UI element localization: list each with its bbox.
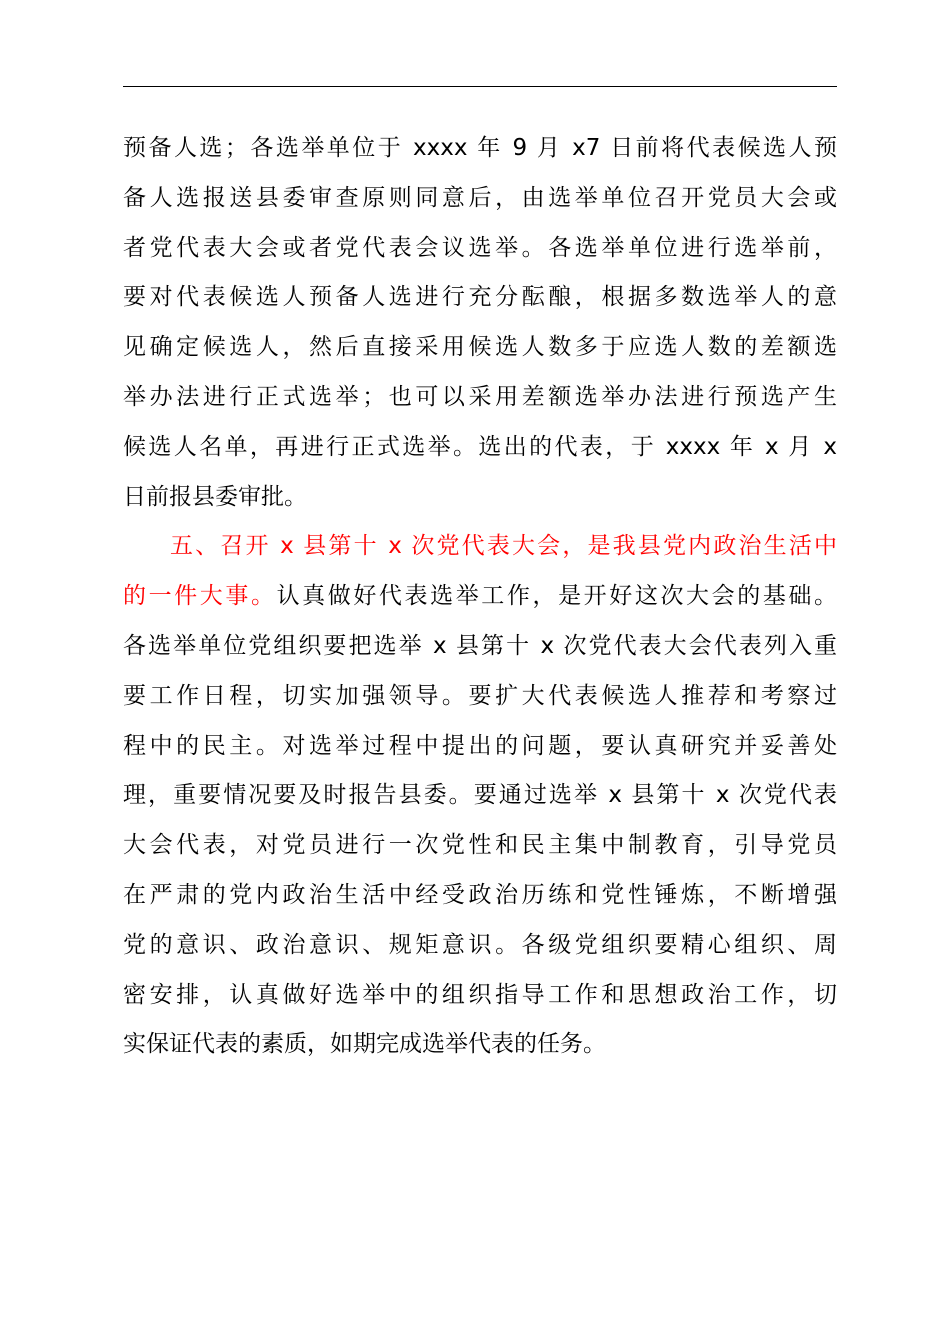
document-body xyxy=(123,124,837,1070)
text-line: 候选人名单，再进行正式选举。选出的代表，于 xxxx 年 x 月 x xyxy=(123,433,837,460)
text-line: 密安排，认真做好选举中的组织指导工作和思想政治工作，切 xyxy=(123,981,837,1008)
text-line: 举办法进行正式选举；也可以采用差额选举办法进行预选产生 xyxy=(123,383,837,410)
section-heading-continued: 的一件大事。 xyxy=(123,583,277,610)
section-heading: 五、召开 x 县第十 x 次党代表大会，是我县党内政治生活中 xyxy=(170,533,837,560)
text-line: 实保证代表的素质，如期完成选举代表的任务。 xyxy=(123,1031,606,1058)
text-line: 程中的民主。对选举过程中提出的问题，要认真研究并妥善处 xyxy=(123,732,837,759)
text-line: 备人选报送县委审查原则同意后，由选举单位召开党员大会或 xyxy=(123,184,837,211)
text-line: 在严肃的党内政治生活中经受政治历练和党性锤炼，不断增强 xyxy=(123,881,837,908)
text-line: 见确定候选人，然后直接采用候选人数多于应选人数的差额选 xyxy=(123,334,837,361)
text-line: 党的意识、政治意识、规矩意识。各级党组织要精心组织、周 xyxy=(123,931,837,958)
text-line: 日前报县委审批。 xyxy=(123,483,307,510)
text-line: 大会代表，对党员进行一次党性和民主集中制教育，引导党员 xyxy=(123,832,837,859)
text-line: 者党代表大会或者党代表会议选举。各选举单位进行选举前， xyxy=(123,234,837,261)
header-rule xyxy=(123,86,837,87)
paragraph-2 xyxy=(123,522,837,1070)
text-segment: 认真做好代表选举工作，是开好这次大会的基础。 xyxy=(276,583,838,610)
text-line: 要工作日程，切实加强领导。要扩大代表候选人推荐和考察过 xyxy=(123,682,837,709)
text-line: 要对代表候选人预备人选进行充分酝酿，根据多数选举人的意 xyxy=(123,284,837,311)
text-line: 各选举单位党组织要把选举 x 县第十 x 次党代表大会代表列入重 xyxy=(123,632,837,659)
text-line: 预备人选；各选举单位于 xxxx 年 9 月 x7 日前将代表候选人预 xyxy=(123,135,837,161)
paragraph-1 xyxy=(123,124,837,522)
text-line xyxy=(123,572,837,622)
text-line: 理，重要情况要及时报告县委。要通过选举 x 县第十 x 次党代表 xyxy=(123,782,837,809)
